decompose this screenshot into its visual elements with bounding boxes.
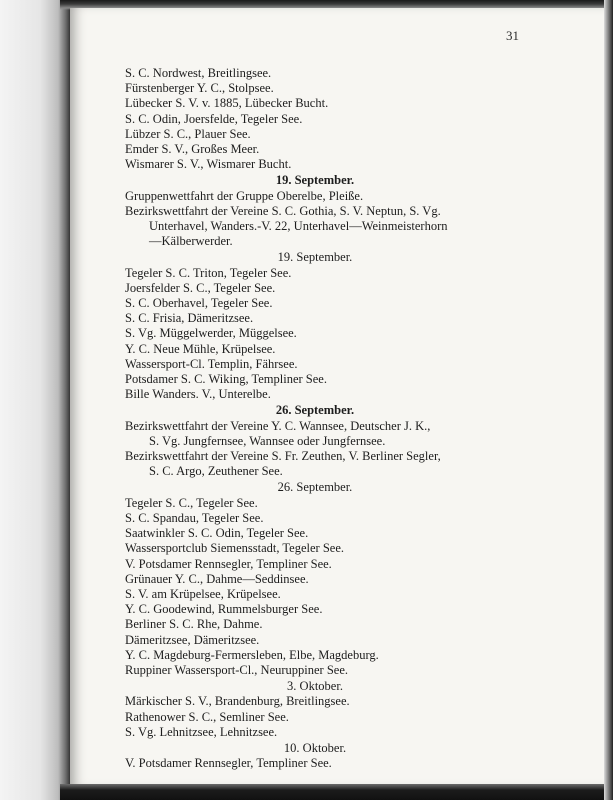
entry-line: Y. C. Neue Mühle, Krüpelsee. (125, 341, 276, 356)
entry-line: Rathenower S. C., Semliner See. (125, 709, 289, 724)
page-text-body (125, 66, 535, 771)
list-entry (125, 648, 535, 663)
right-page-edge (604, 0, 613, 800)
date-heading-bold: 19. September. (275, 173, 355, 188)
entry-line: Fürstenberger Y. C., Stolpsee. (125, 81, 274, 96)
list-entry (125, 710, 535, 725)
entry-line: Bille Wanders. V., Unterelbe. (125, 387, 271, 402)
date-heading: 19. September. (277, 250, 353, 265)
entry-line: S. Vg. Lehnitzsee, Lehnitzsee. (125, 724, 278, 739)
list-entry (125, 157, 535, 172)
entry-line: Joersfelder S. C., Tegeler See. (125, 280, 276, 295)
list-entry (125, 112, 535, 127)
entry-line: Wassersport-Cl. Templin, Fährsee. (125, 356, 298, 371)
list-entry (125, 66, 535, 81)
list-entry (125, 587, 535, 602)
entry-line: Emder S. V., Großes Meer. (125, 142, 260, 157)
list-entry (125, 189, 535, 204)
entry-line: Y. C. Goodewind, Rummelsburger See. (125, 602, 323, 617)
list-entry (125, 387, 535, 402)
entry-line: Gruppenwettfahrt der Gruppe Oberelbe, Pleiße. (125, 188, 364, 203)
entry-line: Berliner S. C. Rhe, Dahme. (125, 617, 263, 632)
list-entry (125, 81, 535, 96)
entry-line: Saatwinkler S. C. Odin, Tegeler See. (125, 526, 309, 541)
list-entry (125, 617, 535, 632)
entry-line: Dämeritzsee, Dämeritzsee. (125, 632, 260, 647)
list-entry (125, 557, 535, 572)
entry-continuation-line: S. C. Argo, Zeuthener See. (149, 464, 283, 479)
entry-line: Bezirkswettfahrt der Vereine S. C. Gothia, S. V. Neptun, S. Vg. (125, 203, 441, 218)
list-entry (125, 449, 535, 479)
list-entry (125, 342, 535, 357)
list-entry (125, 266, 535, 281)
entry-line: Ruppiner Wassersport-Cl., Neuruppiner See. (125, 662, 349, 677)
entry-line: Lübzer S. C., Plauer See. (125, 126, 251, 141)
entry-line: Y. C. Magdeburg-Fermersleben, Elbe, Magdeburg. (125, 647, 379, 662)
book-binding-shadow (0, 0, 72, 800)
date-heading: 3. Oktober. (287, 679, 343, 694)
entry-line: S. C. Odin, Joersfelde, Tegeler See. (125, 111, 303, 126)
list-entry (125, 725, 535, 740)
list-entry (125, 572, 535, 587)
entry-line: Wismarer S. V., Wismarer Bucht. (125, 157, 292, 172)
entry-line: Lübecker S. V. v. 1885, Lübecker Bucht. (125, 96, 329, 111)
list-entry (125, 296, 535, 311)
entry-line: V. Potsdamer Rennsegler, Templiner See. (125, 556, 332, 571)
entry-line: S. C. Oberhavel, Tegeler See. (125, 296, 273, 311)
bottom-page-edge (60, 784, 613, 800)
list-entry (125, 326, 535, 341)
entry-line: S. C. Spandau, Tegeler See. (125, 510, 264, 525)
entry-line: Tegeler S. C., Tegeler See. (125, 495, 258, 510)
entry-line: V. Potsdamer Rennsegler, Templiner See. (125, 756, 332, 771)
entry-line: S. V. am Krüpelsee, Krüpelsee. (125, 586, 281, 601)
list-entry (125, 602, 535, 617)
entry-continuation-line: Unterhavel, Wanders.-V. 22, Unterhavel—Weinmeisterhorn (149, 219, 448, 234)
entry-line: Tegeler S. C. Triton, Tegeler See. (125, 265, 292, 280)
list-entry (125, 756, 535, 771)
list-entry (125, 511, 535, 526)
list-entry (125, 281, 535, 296)
entry-continuation-line: S. Vg. Jungfernsee, Wannsee oder Jungfernsee. (149, 433, 386, 448)
entry-line: S. Vg. Müggelwerder, Müggelsee. (125, 326, 297, 341)
list-entry (125, 541, 535, 556)
entry-line: Märkischer S. V., Brandenburg, Breitlingsee. (125, 694, 350, 709)
list-entry (125, 311, 535, 326)
date-heading-bold: 26. September. (275, 403, 355, 418)
list-entry (125, 694, 535, 709)
list-entry (125, 496, 535, 511)
list-entry (125, 204, 535, 250)
entry-line: Potsdamer S. C. Wiking, Templiner See. (125, 372, 327, 387)
entry-line: Bezirkswettfahrt der Vereine S. Fr. Zeuthen, V. Berliner Segler, (125, 449, 441, 464)
list-entry (125, 526, 535, 541)
list-entry (125, 357, 535, 372)
list-entry (125, 419, 535, 449)
date-heading: 10. Oktober. (283, 740, 347, 755)
entry-line: Wassersportclub Siemensstadt, Tegeler See. (125, 541, 345, 556)
list-entry (125, 96, 535, 111)
entry-line: Grünauer Y. C., Dahme—Seddinsee. (125, 571, 309, 586)
list-entry (125, 127, 535, 142)
list-entry (125, 142, 535, 157)
list-entry (125, 633, 535, 648)
page-number: 31 (506, 28, 519, 43)
date-heading: 26. September. (277, 480, 353, 495)
entry-line: S. C. Nordwest, Breitlingsee. (125, 66, 272, 80)
list-entry (125, 372, 535, 387)
entry-continuation-line: —Kälberwerder. (149, 234, 233, 249)
entry-line: S. C. Frisia, Dämeritzsee. (125, 311, 254, 326)
list-entry (125, 663, 535, 678)
entry-line: Bezirkswettfahrt der Vereine Y. C. Wannsee, Deutscher J. K., (125, 418, 431, 433)
